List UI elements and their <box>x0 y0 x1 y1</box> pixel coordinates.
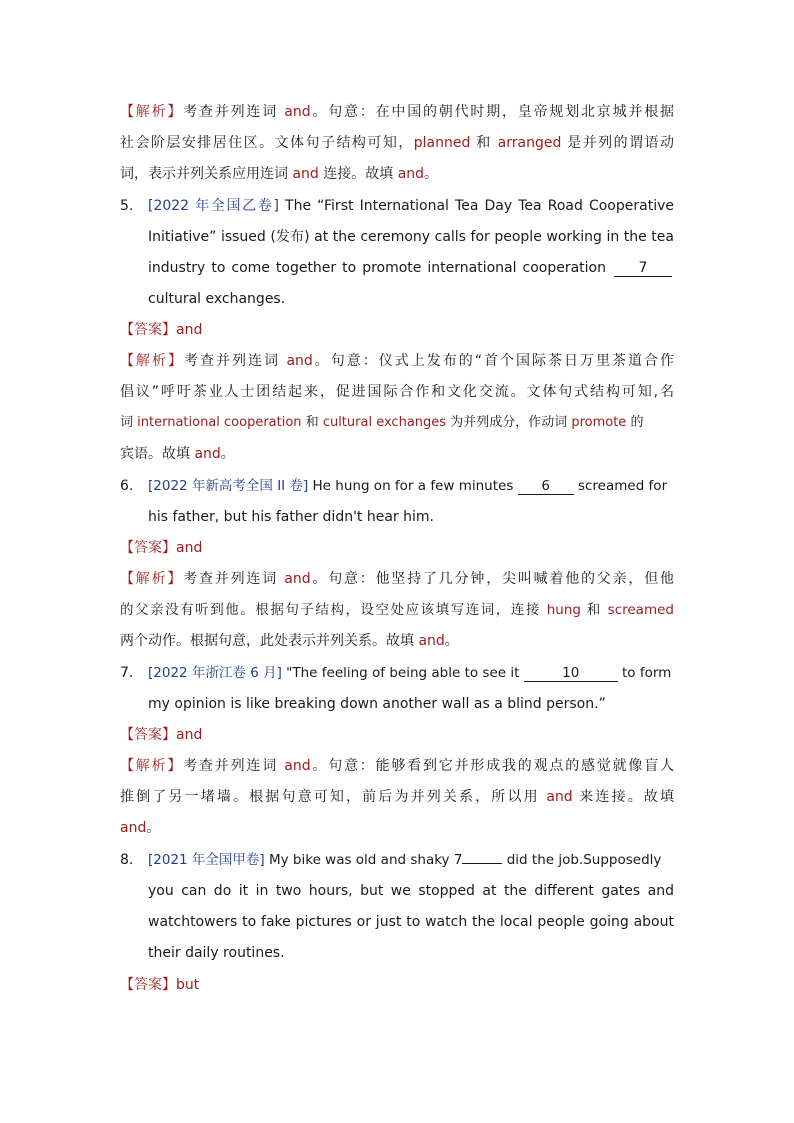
explanation-line: 社会阶层安排居住区。文体句子结构可知，planned 和 arranged 是并列的谓语动 <box>120 135 674 151</box>
question-text: Initiative” issued (发布) at the ceremony calls for people working in the tea <box>148 229 674 245</box>
explanation-line: 【解析】考查并列连词 and。句意：在中国的朝代时期，皇帝规划北京城并根据 <box>120 104 675 120</box>
question-text: you can do it in two hours, but we stopped at the different gates and <box>148 883 674 899</box>
explanation-line: 【解析】考查并列连词 and。句意：他坚持了几分钟，尖叫喊着他的父亲，但他 <box>120 571 675 587</box>
explanation-line: 词，表示并列关系应用连词 and 连接。故填 and。 <box>120 166 439 182</box>
question-text: their daily routines. <box>148 945 285 961</box>
question-number: 5. <box>120 198 134 214</box>
explanation-line: 推倒了另一堵墙。根据句意可知，前后为并列关系，所以用 and 来连接。故填 <box>120 789 675 805</box>
explanation-line: 宾语。故填 and。 <box>120 446 235 462</box>
explanation-line: 倡议”呼吁茶业人士团结起来，促进国际合作和文化交流。文体句式结构可知,名 <box>120 384 674 400</box>
question-text: [2022 年全国乙卷] The “First International Tea Day Tea Road Cooperative <box>148 198 674 214</box>
question-text: my opinion is like breaking down another wall as a blind person.” <box>148 696 606 712</box>
explanation-line: and。 <box>120 820 161 836</box>
explanation-line: 词 international cooperation 和 cultural exchanges 为并列成分，作动词 promote 的 <box>120 415 644 430</box>
question-text: his father, but his father didn't hear him. <box>148 509 434 525</box>
explanation-line: 两个动作。根据句意，此处表示并列关系。故填 and。 <box>120 633 459 649</box>
explanation-line: 【解析】考查并列连词 and。句意：能够看到它并形成我的观点的感觉就像盲人 <box>120 758 675 774</box>
answer-line: 【答案】and <box>120 540 203 556</box>
answer-blank[interactable]: 10 <box>524 665 618 682</box>
question-number: 7. <box>120 665 134 681</box>
explanation-line: 的父亲没有听到他。根据句子结构，设空处应该填写连词，连接 hung 和 screamed <box>120 602 674 618</box>
question-source: [2021 年全国甲卷] <box>148 852 265 868</box>
answer-blank[interactable] <box>462 863 502 864</box>
question-text: industry to come together to promote international cooperation 7 <box>148 258 674 278</box>
question-text: watchtowers to fake pictures or just to watch the local people going about <box>148 914 674 930</box>
question-source: [2022 年新高考全国 II 卷] <box>148 478 309 494</box>
answer-blank[interactable]: 7 <box>614 260 672 277</box>
question-number: 6. <box>120 478 134 494</box>
question-text: [2022 年新高考全国 II 卷] He hung on for a few minutes 6 screamed for <box>148 478 668 494</box>
answer-blank[interactable]: 6 <box>518 478 574 495</box>
answer-line: 【答案】and <box>120 322 203 338</box>
question-source: [2022 年全国乙卷] <box>148 198 279 214</box>
question-text: [2022 年浙江卷 6 月] "The feeling of being able to see it 10 to form <box>148 665 672 681</box>
answer-line: 【答案】and <box>120 727 203 743</box>
question-text: [2021 年全国甲卷] My bike was old and shaky 7 did the job.Supposedly <box>148 852 662 868</box>
question-source: [2022 年浙江卷 6 月] <box>148 665 282 681</box>
question-text: cultural exchanges. <box>148 291 286 307</box>
explanation-line: 【解析】考查并列连词 and。句意：仪式上发布的“首个国际茶日万里茶道合作 <box>120 353 674 369</box>
question-number: 8. <box>120 852 134 868</box>
answer-line: 【答案】but <box>120 977 200 993</box>
